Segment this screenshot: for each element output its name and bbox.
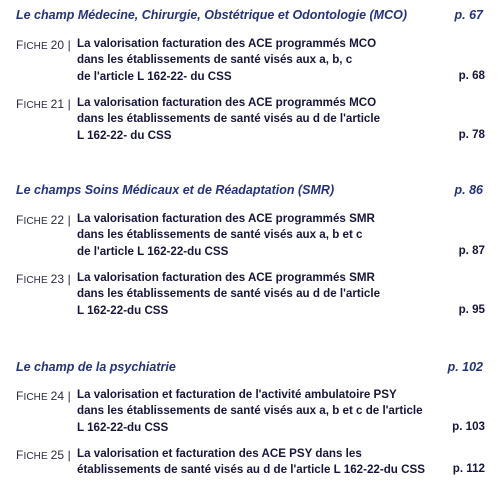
fiche-label: FICHE 20 |: [16, 38, 71, 52]
fiche-label: FICHE 25 |: [16, 448, 71, 462]
section-page: p. 102: [447, 360, 483, 374]
toc-section-psychiatrie: [16, 360, 485, 477]
toc-section-smr: [16, 183, 485, 317]
entry-page: p. 103: [452, 420, 485, 433]
entry-page: p. 112: [452, 462, 485, 475]
entry-title: La valorisation facturation des ACE programmés MCO dans les établissements de santé visés aux a, b, c de l'article L 162-22- du CSS: [77, 37, 377, 83]
toc-entry-fiche-24[interactable]: [16, 387, 485, 439]
toc-entry-fiche-22[interactable]: [16, 211, 485, 263]
toc-entry-fiche-21[interactable]: [16, 95, 485, 147]
section-heading[interactable]: [16, 8, 485, 26]
fiche-label: FICHE 22 |: [16, 213, 71, 227]
entry-title: La valorisation et facturation des ACE PSY dans les établissements de santé visés au d de l'article L 162-22-du CSS: [77, 447, 425, 477]
toc-entry-fiche-23[interactable]: [16, 270, 485, 322]
section-title: Le champs Soins Médicaux et de Réadaptation (SMR): [16, 183, 335, 197]
section-page: p. 67: [454, 8, 483, 22]
entry-page: p. 95: [458, 303, 485, 316]
entry-page: p. 87: [458, 244, 485, 257]
entry-page: p. 78: [458, 128, 485, 141]
entry-title: La valorisation facturation des ACE programmés SMR dans les établissements de santé visés au d de l'article L 162-22-du CSS: [77, 271, 381, 317]
section-heading[interactable]: [16, 183, 485, 201]
toc-entry-fiche-20[interactable]: [16, 36, 485, 88]
entry-page: p. 68: [458, 69, 485, 82]
fiche-label: FICHE 23 |: [16, 272, 71, 286]
entry-title: La valorisation et facturation de l'activité ambulatoire PSY dans les établissements de santé visés aux a, b et c de l'article L 162-22-du CSS: [77, 388, 423, 434]
section-page: p. 86: [454, 183, 483, 197]
toc-section-mco: [16, 8, 485, 142]
fiche-label: FICHE 21 |: [16, 97, 71, 111]
section-heading[interactable]: [16, 360, 485, 378]
section-title: Le champ de la psychiatrie: [16, 360, 176, 374]
entry-title: La valorisation facturation des ACE programmés SMR dans les établissements de santé visés aux a, b et c de l'article L 162-22-du CSS: [77, 212, 375, 258]
toc-entry-fiche-25[interactable]: [16, 446, 485, 482]
entry-title: La valorisation facturation des ACE programmés MCO dans les établissements de santé visés au d de l'article L 162-22- du CSS: [77, 96, 381, 142]
fiche-label: FICHE 24 |: [16, 389, 71, 403]
section-title: Le champ Médecine, Chirurgie, Obstétrique et Odontologie (MCO): [16, 8, 408, 22]
